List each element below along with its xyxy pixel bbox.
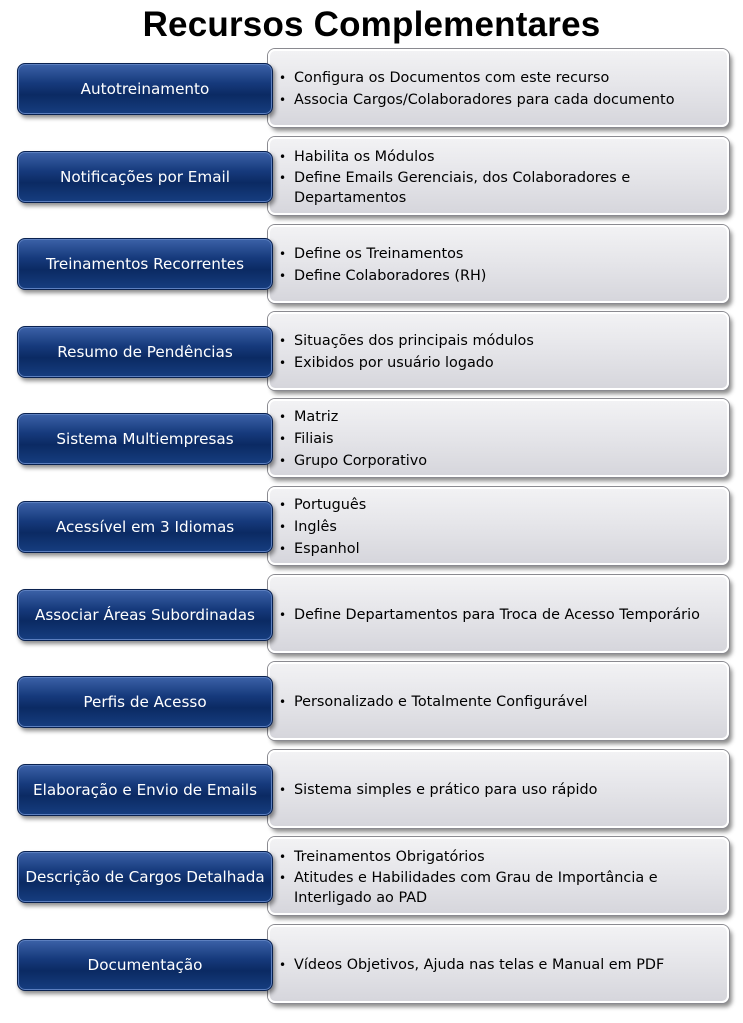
feature-details bbox=[268, 137, 729, 215]
bullet-text: Configura os Documentos com este recurso bbox=[294, 69, 610, 86]
bullet-item bbox=[278, 243, 719, 265]
bullet-text: Grupo Corporativo bbox=[294, 452, 428, 469]
bullet-text: Exibidos por usuário logado bbox=[294, 354, 494, 371]
bullet-dot-icon: • bbox=[279, 541, 287, 556]
feature-label: Associar Áreas Subordinadas bbox=[17, 589, 273, 641]
bullet-text: Habilita os Módulos bbox=[294, 148, 435, 165]
bullet-text: Vídeos Objetivos, Ajuda nas telas e Manual em PDF bbox=[294, 956, 665, 973]
bullet-item bbox=[278, 406, 719, 428]
bullet-text: Inglês bbox=[294, 518, 337, 535]
bullet-item bbox=[278, 516, 719, 538]
bullet-item bbox=[278, 450, 719, 472]
bullet-item bbox=[278, 955, 719, 975]
bullet-item bbox=[278, 265, 719, 287]
feature-details bbox=[268, 225, 729, 303]
bullet-item bbox=[278, 89, 719, 111]
bullet-text: Situações dos principais módulos bbox=[294, 332, 534, 349]
bullet-text: Sistema simples e prático para uso rápido bbox=[294, 781, 598, 798]
bullet-dot-icon: • bbox=[279, 268, 287, 283]
feature-details bbox=[268, 575, 729, 653]
bullet-item bbox=[278, 352, 719, 374]
bullet-dot-icon: • bbox=[279, 92, 287, 107]
bullet-dot-icon: • bbox=[279, 431, 287, 446]
bullet-dot-icon: • bbox=[279, 409, 287, 424]
bullet-text: Define Colaboradores (RH) bbox=[294, 267, 487, 284]
bullet-item bbox=[278, 605, 719, 625]
bullet-dot-icon: • bbox=[279, 497, 287, 512]
page-title: Recursos Complementares bbox=[142, 5, 601, 44]
bullet-item bbox=[278, 146, 719, 168]
feature-label: Elaboração e Envio de Emails bbox=[17, 764, 273, 816]
feature-label: Notificações por Email bbox=[17, 151, 273, 203]
feature-details bbox=[268, 925, 729, 1003]
bullet-dot-icon: • bbox=[279, 149, 287, 164]
bullet-item bbox=[278, 494, 719, 516]
bullet-dot-icon: • bbox=[279, 355, 287, 370]
bullet-dot-icon: • bbox=[279, 70, 287, 85]
bullet-text: Treinamentos Obrigatórios bbox=[294, 848, 485, 865]
bullet-item bbox=[278, 846, 719, 868]
bullet-text: Define Emails Gerenciais, dos Colaboradores e Departamentos bbox=[294, 169, 631, 206]
bullet-text: Personalizado e Totalmente Configurável bbox=[294, 693, 588, 710]
feature-details bbox=[268, 399, 729, 477]
bullet-dot-icon: • bbox=[279, 694, 287, 709]
feature-details bbox=[268, 312, 729, 390]
bullet-item bbox=[278, 538, 719, 560]
bullet-item bbox=[278, 428, 719, 450]
bullet-item bbox=[278, 779, 719, 801]
bullet-dot-icon: • bbox=[279, 246, 287, 261]
bullet-dot-icon: • bbox=[279, 870, 287, 885]
bullet-dot-icon: • bbox=[279, 170, 287, 185]
feature-label: Acessível em 3 Idiomas bbox=[17, 501, 273, 553]
bullet-text: Define Departamentos para Troca de Acesso Temporário bbox=[294, 606, 700, 623]
bullet-dot-icon: • bbox=[279, 607, 287, 622]
feature-label: Descrição de Cargos Detalhada bbox=[17, 851, 273, 903]
bullet-text: Filiais bbox=[294, 430, 334, 447]
bullet-text: Espanhol bbox=[294, 540, 360, 557]
feature-label: Perfis de Acesso bbox=[17, 676, 273, 728]
bullet-text: Matriz bbox=[294, 408, 339, 425]
feature-label: Resumo de Pendências bbox=[17, 326, 273, 378]
feature-label: Documentação bbox=[17, 939, 273, 991]
feature-label: Autotreinamento bbox=[17, 63, 273, 115]
feature-details bbox=[268, 49, 729, 127]
bullet-dot-icon: • bbox=[279, 333, 287, 348]
feature-label: Treinamentos Recorrentes bbox=[17, 238, 273, 290]
bullet-item bbox=[278, 330, 719, 352]
bullet-text: Associa Cargos/Colaboradores para cada documento bbox=[294, 91, 675, 108]
bullet-dot-icon: • bbox=[279, 519, 287, 534]
feature-details bbox=[268, 487, 729, 565]
bullet-dot-icon: • bbox=[279, 782, 287, 797]
bullet-text: Português bbox=[294, 496, 367, 513]
bullet-item bbox=[278, 691, 719, 713]
bullet-item bbox=[278, 67, 719, 89]
bullet-item bbox=[278, 168, 719, 208]
bullet-item bbox=[278, 868, 719, 908]
feature-label: Sistema Multiempresas bbox=[17, 413, 273, 465]
bullet-dot-icon: • bbox=[279, 453, 287, 468]
feature-details bbox=[268, 662, 729, 740]
bullet-dot-icon: • bbox=[279, 849, 287, 864]
feature-details bbox=[268, 750, 729, 828]
feature-details bbox=[268, 837, 729, 915]
bullet-text: Atitudes e Habilidades com Grau de Importância e Interligado ao PAD bbox=[294, 869, 658, 906]
bullet-text: Define os Treinamentos bbox=[294, 245, 464, 262]
bullet-dot-icon: • bbox=[279, 957, 287, 972]
